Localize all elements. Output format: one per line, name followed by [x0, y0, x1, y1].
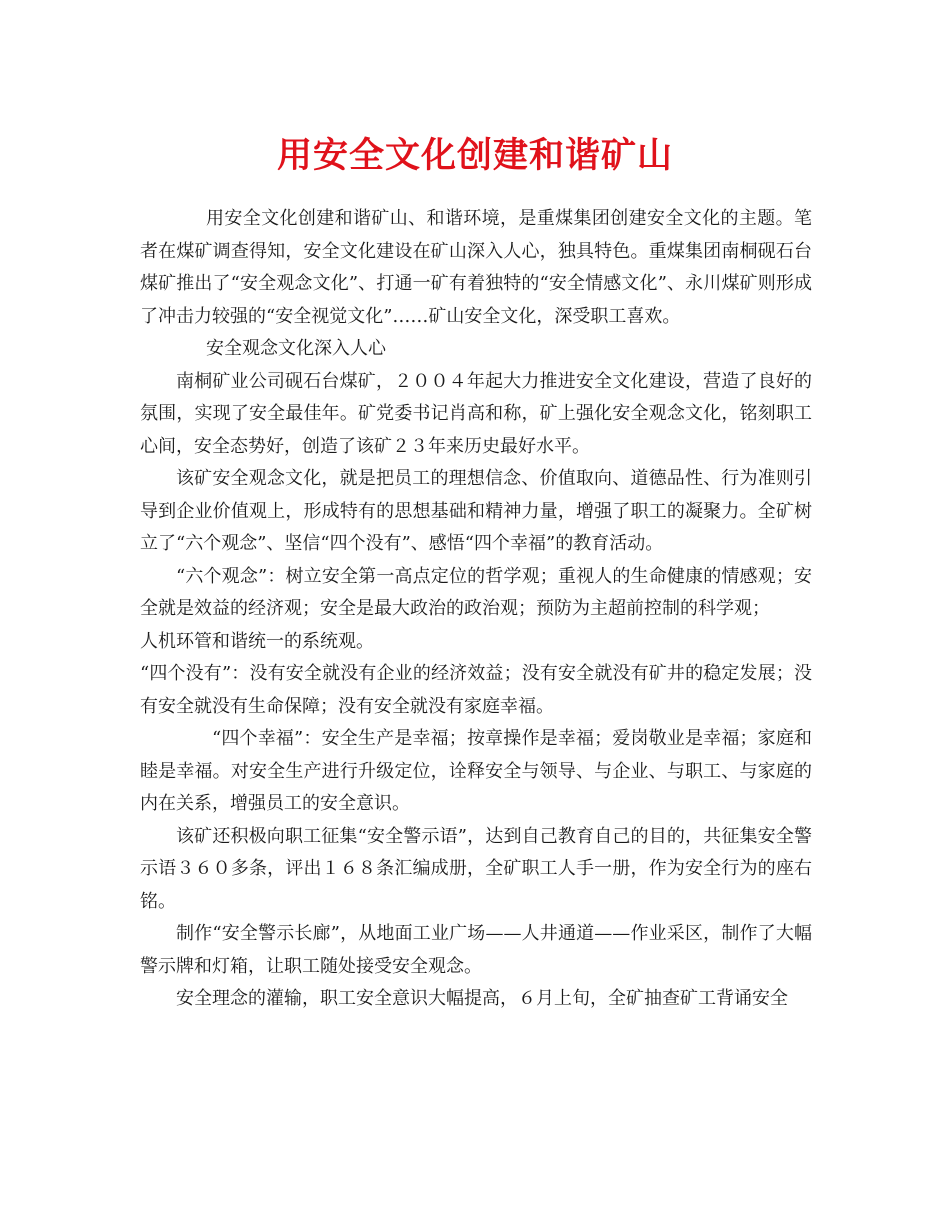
paragraph: “六个观念”：树立安全第一高点定位的哲学观；重视人的生命健康的情感观；安全就是效益的经济观；安全是最大政治的政治观；预防为主超前控制的科学观； — [140, 565, 812, 619]
document-title: 用安全文化创建和谐矿山 — [276, 135, 673, 176]
section-heading: 安全观念文化深入人心 — [206, 338, 386, 359]
document-body — [140, 203, 812, 1016]
paragraph: “四个幸福”：安全生产是幸福；按章操作是幸福；爱岗敬业是幸福；家庭和睦是幸福。对安全生产进行升级定位，诠释安全与领导、与企业、与职工、与家庭的内在关系，增强员工的安全意识。 — [140, 728, 812, 814]
paragraph-intro: 用安全文化创建和谐矿山、和谐环境，是重煤集团创建安全文化的主题。笔者在煤矿调查得知，安全文化建设在矿山深入人心，独具特色。重煤集团南桐砚石台煤矿推出了“安全观念文化”、打通一矿有着独特的“安全情感文化”、永川煤矿则形成了冲击力较强的“安全视觉文化”……矿山安全文化，深受职工喜欢。 — [140, 208, 812, 327]
paragraph: “四个没有”：没有安全就没有企业的经济效益；没有安全就没有矿井的稳定发展；没有安全就没有生命保障；没有安全就没有家庭幸福。 — [140, 663, 812, 717]
paragraph: 南桐矿业公司砚石台煤矿，２００４年起大力推进安全文化建设，营造了良好的氛围，实现了安全最佳年。矿党委书记肖高和称，矿上强化安全观念文化，铭刻职工心间，安全态势好，创造了该矿２３年来历史最好水平。 — [140, 370, 812, 457]
paragraph: 制作“安全警示长廊”，从地面工业广场——人井通道——作业采区，制作了大幅警示牌和灯箱，让职工随处接受安全观念。 — [140, 923, 812, 977]
paragraph: 该矿安全观念文化，就是把员工的理想信念、价值取向、道德品性、行为准则引导到企业价值观上，形成特有的思想基础和精神力量，增强了职工的凝聚力。全矿树立了“六个观念”、坚信“四个没有”、感悟“四个幸福”的教育活动。 — [140, 468, 812, 554]
paragraph: 该矿还积极向职工征集“安全警示语”，达到自己教育自己的目的，共征集安全警示语３６０多条，评出１６８条汇编成册，全矿职工人手一册，作为安全行为的座右铭。 — [140, 825, 812, 912]
paragraph: 安全理念的灌输，职工安全意识大幅提高，６月上旬，全矿抽查矿工背诵安全 — [176, 988, 788, 1009]
paragraph: 人机环管和谐统一的系统观。 — [140, 630, 374, 652]
